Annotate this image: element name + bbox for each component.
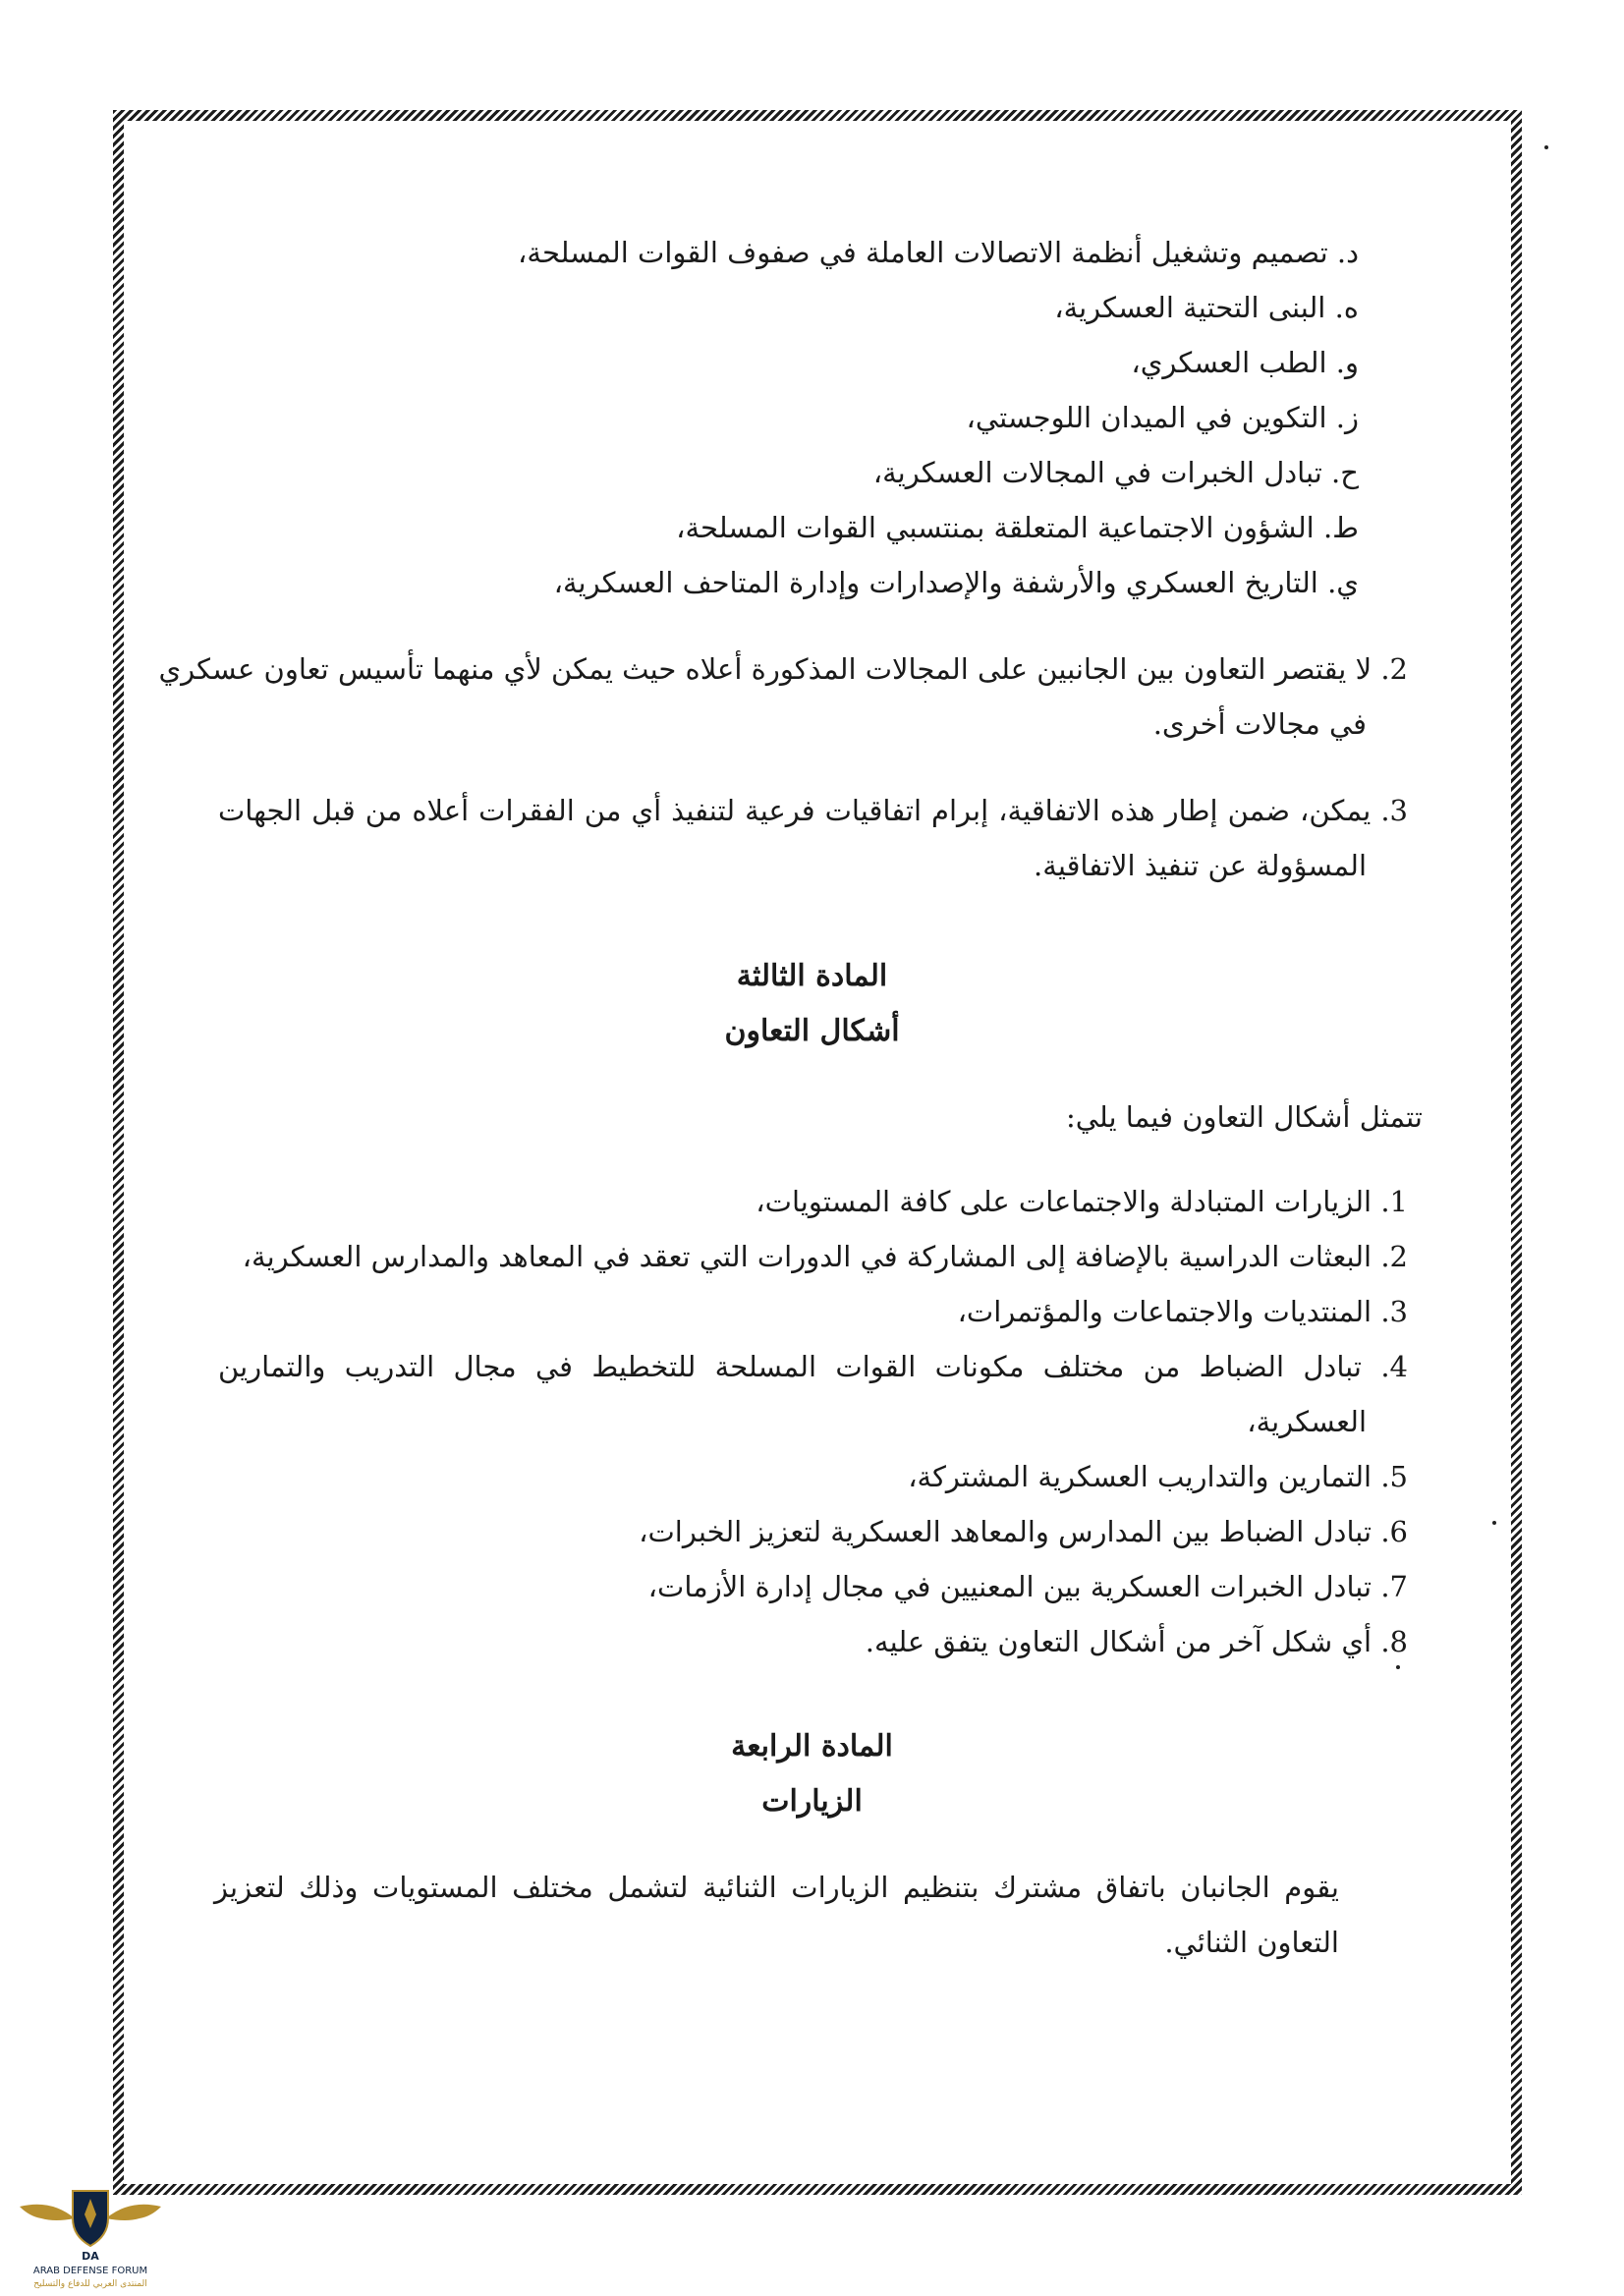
paragraph-3-line-1: 3. يمكن، ضمن إطار هذه الاتفاقية، إبرام اتفاقيات فرعية لتنفيذ أي من الفقرات أعلاه من قبل الجهات [218, 794, 1408, 827]
paragraph-2-line-1: 2. لا يقتصر التعاون بين الجانبين على المجالات المذكورة أعلاه حيث يمكن لأي منهما تأسيس تعاون عسكري [158, 652, 1408, 686]
sub-item-ta: ط. الشؤون الاجتماعية المتعلقة بمنتسبي القوات المسلحة، [676, 511, 1359, 544]
speck-mark [1544, 145, 1548, 149]
form-item-5: 5. التمارين والتداريب العسكرية المشتركة، [908, 1460, 1408, 1493]
sub-item-zay: ز. التكوين في الميدان اللوجستي، [966, 401, 1359, 434]
watermark-arabic: المنتدى العربي للدفاع والتسليح [33, 2279, 147, 2289]
form-item-2: 2. البعثات الدراسية بالإضافة إلى المشاركة في الدورات التي تعقد في المعاهد والمدارس العسكرية، [242, 1240, 1408, 1273]
article-4-line-1: يقوم الجانبان باتفاق مشترك بتنظيم الزيارات الثنائية لتشمل مختلف المستويات وذلك لتعزيز [214, 1871, 1339, 1904]
article-3-subtitle: أشكال التعاون [724, 1014, 900, 1048]
paragraph-2-line-2: في مجالات أخرى. [1152, 707, 1367, 741]
watermark-logo [12, 2179, 169, 2289]
article-3-intro: تتمثل أشكال التعاون فيما يلي: [1065, 1100, 1423, 1134]
speck-mark [1396, 1665, 1400, 1669]
form-item-6: 6. تبادل الضباط بين المدارس والمعاهد العسكرية لتعزيز الخبرات، [639, 1515, 1408, 1548]
sub-item-dal: د. تصميم وتشغيل أنظمة الاتصالات العاملة في صفوف القوات المسلحة، [518, 236, 1359, 269]
sub-item-waw: و. الطب العسكري، [1131, 346, 1359, 379]
form-item-3: 3. المنتديات والاجتماعات والمؤتمرات، [957, 1295, 1408, 1328]
form-item-7: 7. تبادل الخبرات العسكرية بين المعنيين في مجال إدارة الأزمات، [647, 1570, 1408, 1603]
article-4-title: المادة الرابعة [731, 1729, 893, 1764]
shield-wings-icon [12, 2179, 169, 2289]
paragraph-3-line-2: المسؤولة عن تنفيذ الاتفاقية. [1034, 849, 1367, 882]
sub-item-ha: ه. البنى التحتية العسكرية، [1054, 291, 1359, 324]
form-item-4: 4. تبادل الضباط من مختلف مكونات القوات المسلحة للتخطيط في مجال التدريب والتمارين [218, 1350, 1408, 1383]
sub-item-ha2: ح. تبادل الخبرات في المجالات العسكرية، [872, 456, 1359, 489]
watermark-name: ARAB DEFENSE FORUM [32, 2266, 148, 2276]
article-4-subtitle: الزيارات [761, 1784, 863, 1819]
form-item-4-continuation: العسكرية، [1247, 1405, 1367, 1438]
article-4-line-2: التعاون الثنائي. [1164, 1926, 1339, 1959]
form-item-1: 1. الزيارات المتبادلة والاجتماعات على كافة المستويات، [756, 1185, 1408, 1218]
sub-item-ya: ي. التاريخ العسكري والأرشفة والإصدارات وإدارة المتاحف العسكرية، [553, 566, 1359, 599]
speck-mark [1492, 1521, 1496, 1525]
form-item-8: 8. أي شكل آخر من أشكال التعاون يتفق عليه. [865, 1625, 1408, 1658]
article-3-title: المادة الثالثة [736, 959, 888, 993]
watermark-initials: DA [82, 2250, 99, 2263]
